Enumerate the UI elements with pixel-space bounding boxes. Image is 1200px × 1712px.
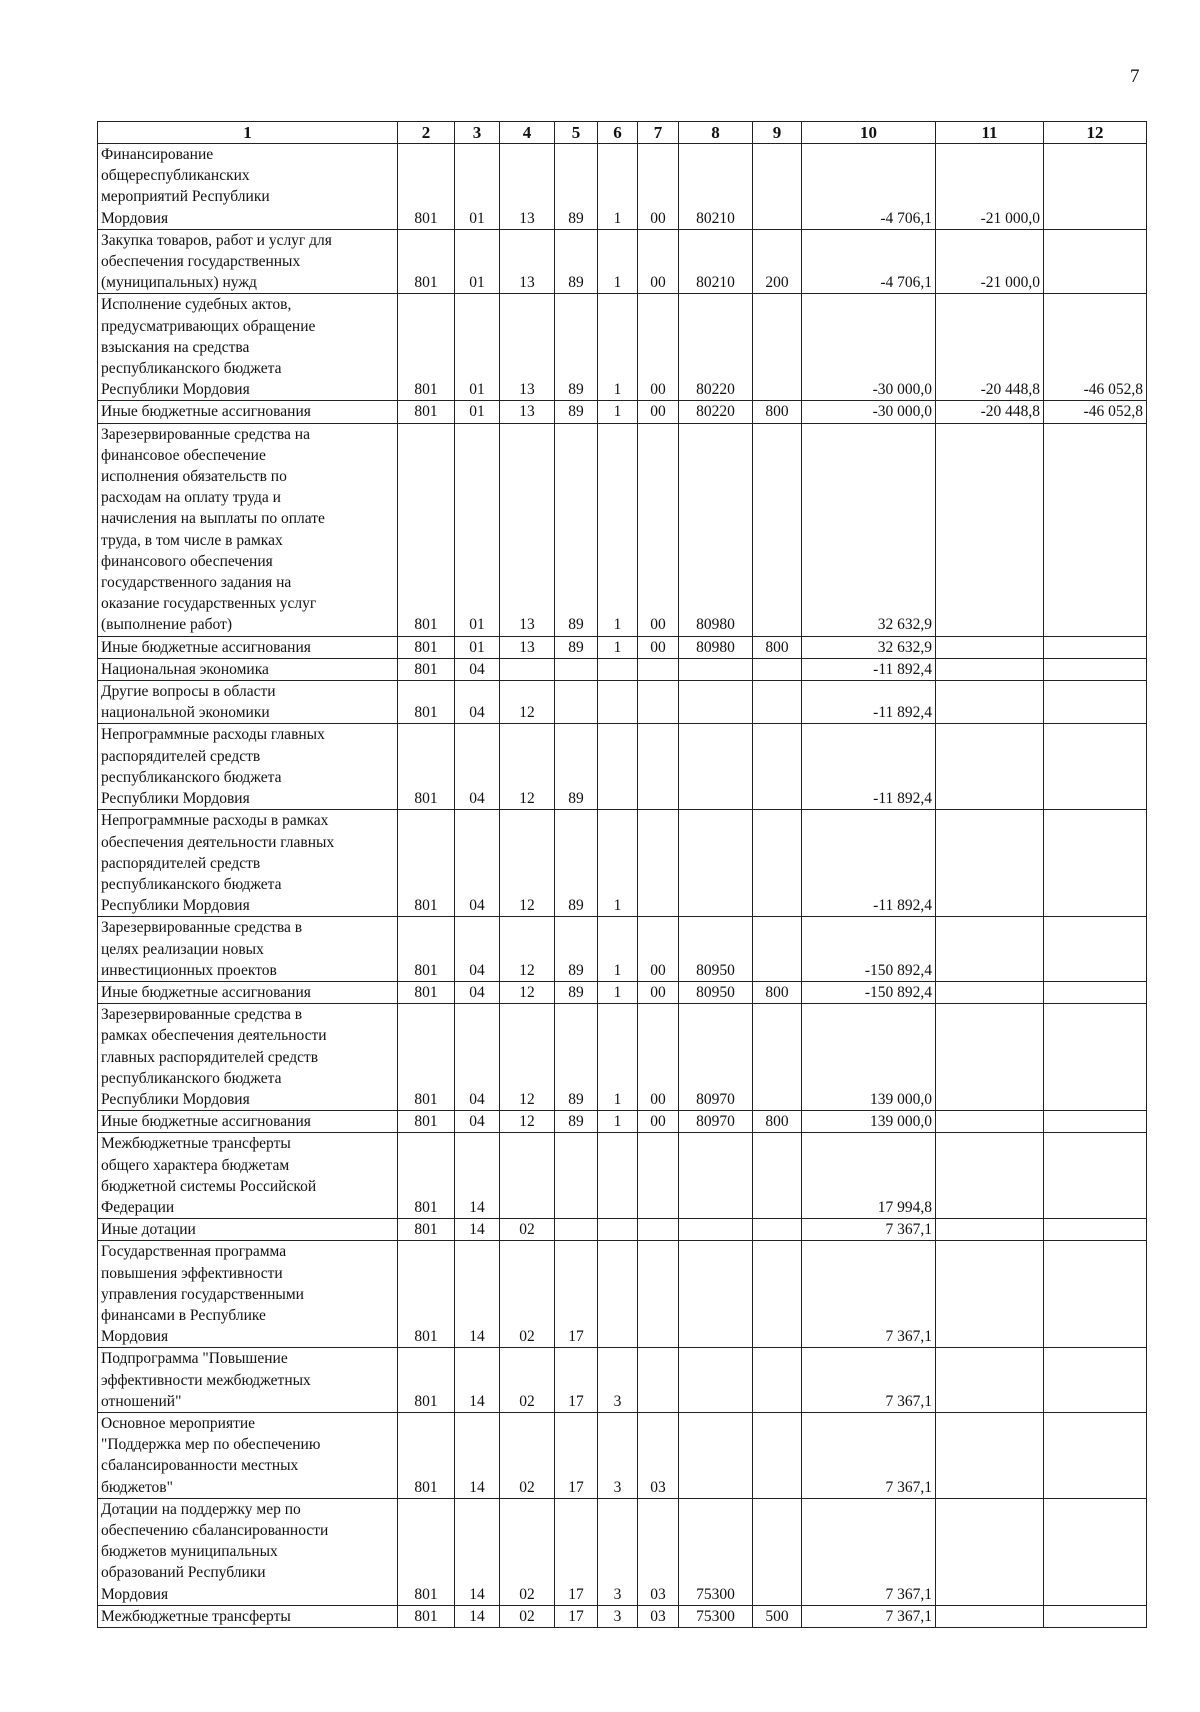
cell-ministry: 801 (398, 1241, 455, 1348)
row-name: Иные бюджетные ассигнования (98, 401, 398, 423)
cell-subprogram (598, 1133, 638, 1219)
cell-ministry: 801 (398, 1498, 455, 1605)
column-header: 6 (598, 122, 638, 144)
cell-amount-2 (936, 724, 1044, 810)
cell-amount-3 (1044, 229, 1147, 294)
cell-event (638, 1241, 679, 1348)
cell-program: 89 (555, 401, 598, 423)
cell-amount-2 (936, 1498, 1044, 1605)
cell-section: 04 (455, 681, 500, 724)
cell-program (555, 1133, 598, 1219)
cell-subsection: 13 (500, 401, 555, 423)
cell-section: 04 (455, 1111, 500, 1133)
cell-ministry: 801 (398, 1133, 455, 1219)
cell-amount-3 (1044, 1004, 1147, 1111)
cell-ministry: 801 (398, 401, 455, 423)
cell-program (555, 1219, 598, 1241)
cell-event: 03 (638, 1412, 679, 1498)
cell-section: 14 (455, 1412, 500, 1498)
cell-ministry: 801 (398, 144, 455, 230)
cell-ministry: 801 (398, 917, 455, 982)
cell-amount-2: -20 448,8 (936, 294, 1044, 401)
cell-program: 17 (555, 1605, 598, 1627)
cell-section: 04 (455, 981, 500, 1003)
table-row (98, 917, 1147, 982)
cell-ministry: 801 (398, 810, 455, 917)
row-name: Иные бюджетные ассигнования (98, 636, 398, 658)
cell-subsection: 02 (500, 1219, 555, 1241)
cell-subprogram: 3 (598, 1605, 638, 1627)
cell-direction: 80210 (679, 229, 753, 294)
cell-amount-2 (936, 1412, 1044, 1498)
table-row (98, 658, 1147, 680)
cell-event: 00 (638, 1111, 679, 1133)
cell-subsection: 12 (500, 724, 555, 810)
cell-amount-2 (936, 1348, 1044, 1413)
cell-event: 00 (638, 981, 679, 1003)
cell-amount-3 (1044, 144, 1147, 230)
cell-direction (679, 681, 753, 724)
cell-program: 89 (555, 144, 598, 230)
cell-direction: 75300 (679, 1498, 753, 1605)
cell-ministry: 801 (398, 636, 455, 658)
cell-expense-type: 800 (753, 401, 802, 423)
table-row (98, 1004, 1147, 1111)
cell-amount: 7 367,1 (802, 1605, 936, 1627)
table-row (98, 144, 1147, 230)
cell-event (638, 681, 679, 724)
cell-section: 14 (455, 1241, 500, 1348)
cell-subsection: 12 (500, 810, 555, 917)
cell-subsection (500, 658, 555, 680)
column-header: 11 (936, 122, 1044, 144)
cell-amount-2: -21 000,0 (936, 144, 1044, 230)
cell-amount-3 (1044, 1412, 1147, 1498)
cell-subprogram: 3 (598, 1498, 638, 1605)
cell-program: 89 (555, 1004, 598, 1111)
cell-amount-2 (936, 917, 1044, 982)
cell-event: 03 (638, 1605, 679, 1627)
column-number-row (98, 122, 1147, 144)
cell-amount: -4 706,1 (802, 229, 936, 294)
cell-program: 89 (555, 229, 598, 294)
cell-direction (679, 1219, 753, 1241)
cell-expense-type (753, 1004, 802, 1111)
cell-program (555, 681, 598, 724)
table-row (98, 423, 1147, 636)
table-row (98, 401, 1147, 423)
row-name: Непрограммные расходы в рамках обеспечения деятельности главных распорядителей средств республиканского бюджета Республики Мордовия (98, 810, 398, 917)
cell-amount-3 (1044, 1241, 1147, 1348)
table-row (98, 724, 1147, 810)
cell-section: 01 (455, 229, 500, 294)
column-header: 3 (455, 122, 500, 144)
cell-expense-type (753, 423, 802, 636)
cell-direction: 80220 (679, 294, 753, 401)
cell-subsection: 13 (500, 294, 555, 401)
cell-subprogram: 1 (598, 401, 638, 423)
cell-subprogram: 1 (598, 1111, 638, 1133)
cell-event (638, 1219, 679, 1241)
cell-event: 00 (638, 401, 679, 423)
cell-amount: -30 000,0 (802, 294, 936, 401)
cell-direction (679, 810, 753, 917)
cell-amount: -11 892,4 (802, 810, 936, 917)
cell-ministry: 801 (398, 658, 455, 680)
row-name: Зарезервированные средства в целях реализации новых инвестиционных проектов (98, 917, 398, 982)
page-number: 7 (1130, 66, 1140, 87)
column-header: 9 (753, 122, 802, 144)
cell-event (638, 1133, 679, 1219)
table-row (98, 1498, 1147, 1605)
cell-event: 00 (638, 229, 679, 294)
cell-amount-3 (1044, 981, 1147, 1003)
cell-ministry: 801 (398, 681, 455, 724)
cell-section: 14 (455, 1133, 500, 1219)
column-header: 12 (1044, 122, 1147, 144)
cell-section: 01 (455, 294, 500, 401)
cell-subprogram (598, 1219, 638, 1241)
cell-amount: 7 367,1 (802, 1412, 936, 1498)
cell-ministry: 801 (398, 1004, 455, 1111)
cell-event: 00 (638, 423, 679, 636)
cell-amount-3: -46 052,8 (1044, 294, 1147, 401)
table-row (98, 1133, 1147, 1219)
cell-subprogram (598, 658, 638, 680)
cell-section: 04 (455, 724, 500, 810)
column-header: 1 (98, 122, 398, 144)
cell-ministry: 801 (398, 1219, 455, 1241)
cell-amount-2: -20 448,8 (936, 401, 1044, 423)
cell-ministry: 801 (398, 1348, 455, 1413)
row-name: Национальная экономика (98, 658, 398, 680)
cell-ministry: 801 (398, 423, 455, 636)
cell-expense-type (753, 1133, 802, 1219)
cell-event (638, 724, 679, 810)
cell-amount: 139 000,0 (802, 1111, 936, 1133)
cell-expense-type (753, 681, 802, 724)
cell-subsection: 13 (500, 229, 555, 294)
row-name: Закупка товаров, работ и услуг для обеспечения государственных (муниципальных) нужд (98, 229, 398, 294)
cell-event: 00 (638, 636, 679, 658)
cell-amount: -30 000,0 (802, 401, 936, 423)
cell-subsection: 12 (500, 1004, 555, 1111)
cell-subprogram: 1 (598, 810, 638, 917)
cell-subprogram (598, 1241, 638, 1348)
cell-subprogram: 1 (598, 1004, 638, 1111)
cell-subsection: 02 (500, 1241, 555, 1348)
cell-ministry: 801 (398, 1412, 455, 1498)
cell-expense-type (753, 810, 802, 917)
cell-amount-3 (1044, 1605, 1147, 1627)
cell-subsection: 13 (500, 144, 555, 230)
cell-amount: 17 994,8 (802, 1133, 936, 1219)
table-row (98, 981, 1147, 1003)
cell-amount-2 (936, 681, 1044, 724)
row-name: Иные дотации (98, 1219, 398, 1241)
cell-section: 14 (455, 1605, 500, 1627)
cell-amount-3 (1044, 917, 1147, 982)
cell-subprogram (598, 724, 638, 810)
cell-event: 03 (638, 1498, 679, 1605)
row-name: Иные бюджетные ассигнования (98, 981, 398, 1003)
cell-ministry: 801 (398, 294, 455, 401)
cell-program: 89 (555, 1111, 598, 1133)
column-header: 2 (398, 122, 455, 144)
cell-section: 01 (455, 423, 500, 636)
cell-amount-2 (936, 1605, 1044, 1627)
table-row (98, 636, 1147, 658)
cell-subprogram: 1 (598, 917, 638, 982)
cell-direction (679, 1133, 753, 1219)
cell-section: 14 (455, 1498, 500, 1605)
cell-subprogram: 1 (598, 144, 638, 230)
cell-direction (679, 658, 753, 680)
cell-section: 04 (455, 658, 500, 680)
cell-direction (679, 1412, 753, 1498)
cell-amount-2 (936, 1004, 1044, 1111)
cell-subsection: 12 (500, 1111, 555, 1133)
cell-amount-2 (936, 1133, 1044, 1219)
cell-ministry: 801 (398, 1605, 455, 1627)
cell-section: 01 (455, 144, 500, 230)
cell-direction: 80950 (679, 981, 753, 1003)
column-header: 10 (802, 122, 936, 144)
cell-amount: 7 367,1 (802, 1498, 936, 1605)
cell-section: 14 (455, 1219, 500, 1241)
table-row (98, 1412, 1147, 1498)
cell-direction: 80970 (679, 1111, 753, 1133)
cell-amount: -4 706,1 (802, 144, 936, 230)
cell-amount: -11 892,4 (802, 658, 936, 680)
cell-subprogram: 1 (598, 423, 638, 636)
cell-direction: 80980 (679, 636, 753, 658)
cell-expense-type (753, 1241, 802, 1348)
cell-ministry: 801 (398, 1111, 455, 1133)
cell-section: 04 (455, 917, 500, 982)
cell-program: 89 (555, 810, 598, 917)
table-row (98, 1348, 1147, 1413)
cell-subsection: 02 (500, 1348, 555, 1413)
cell-amount-2 (936, 981, 1044, 1003)
cell-amount: 7 367,1 (802, 1219, 936, 1241)
cell-expense-type: 200 (753, 229, 802, 294)
cell-event: 00 (638, 1004, 679, 1111)
column-header: 4 (500, 122, 555, 144)
cell-amount-3 (1044, 724, 1147, 810)
cell-expense-type (753, 1498, 802, 1605)
cell-amount-3 (1044, 423, 1147, 636)
cell-subprogram: 3 (598, 1412, 638, 1498)
cell-event (638, 1348, 679, 1413)
cell-ministry: 801 (398, 981, 455, 1003)
row-name: Основное мероприятие "Поддержка мер по обеспечению сбалансированности местных бюджетов" (98, 1412, 398, 1498)
cell-amount: 32 632,9 (802, 423, 936, 636)
cell-subsection: 12 (500, 981, 555, 1003)
cell-amount-3 (1044, 1348, 1147, 1413)
row-name: Зарезервированные средства в рамках обеспечения деятельности главных распорядителей средств республиканского бюджета Республики Мордовия (98, 1004, 398, 1111)
cell-direction (679, 1241, 753, 1348)
cell-expense-type: 500 (753, 1605, 802, 1627)
cell-subsection (500, 1133, 555, 1219)
cell-amount: 7 367,1 (802, 1241, 936, 1348)
cell-direction: 75300 (679, 1605, 753, 1627)
cell-expense-type (753, 658, 802, 680)
cell-amount-3 (1044, 810, 1147, 917)
table-row (98, 1605, 1147, 1627)
cell-subsection: 13 (500, 423, 555, 636)
cell-amount-3 (1044, 1133, 1147, 1219)
cell-program: 17 (555, 1348, 598, 1413)
cell-amount-2 (936, 423, 1044, 636)
cell-program: 89 (555, 423, 598, 636)
cell-expense-type (753, 917, 802, 982)
cell-amount-2 (936, 1219, 1044, 1241)
cell-direction: 80950 (679, 917, 753, 982)
cell-program: 17 (555, 1241, 598, 1348)
column-header: 5 (555, 122, 598, 144)
cell-ministry: 801 (398, 724, 455, 810)
cell-amount-3 (1044, 658, 1147, 680)
row-name: Государственная программа повышения эффективности управления государственными финансами в Республике Мордовия (98, 1241, 398, 1348)
row-name: Непрограммные расходы главных распорядителей средств республиканского бюджета Республики Мордовия (98, 724, 398, 810)
cell-program: 89 (555, 724, 598, 810)
budget-table (97, 121, 1147, 1628)
row-name: Межбюджетные трансферты (98, 1605, 398, 1627)
row-name: Другие вопросы в области национальной экономики (98, 681, 398, 724)
table-row (98, 1111, 1147, 1133)
cell-expense-type (753, 724, 802, 810)
cell-section: 14 (455, 1348, 500, 1413)
cell-program: 89 (555, 636, 598, 658)
cell-subsection: 02 (500, 1412, 555, 1498)
cell-subprogram: 1 (598, 636, 638, 658)
table-row (98, 1241, 1147, 1348)
cell-amount-3 (1044, 681, 1147, 724)
row-name: Подпрограмма "Повышение эффективности межбюджетных отношений" (98, 1348, 398, 1413)
table-row (98, 229, 1147, 294)
cell-ministry: 801 (398, 229, 455, 294)
cell-amount-2: -21 000,0 (936, 229, 1044, 294)
cell-program: 89 (555, 917, 598, 982)
cell-event (638, 810, 679, 917)
cell-amount: -11 892,4 (802, 724, 936, 810)
cell-subsection: 13 (500, 636, 555, 658)
cell-subsection: 02 (500, 1605, 555, 1627)
cell-amount: 7 367,1 (802, 1348, 936, 1413)
cell-amount-2 (936, 1111, 1044, 1133)
cell-expense-type (753, 1348, 802, 1413)
cell-amount-3 (1044, 1219, 1147, 1241)
cell-subprogram: 3 (598, 1348, 638, 1413)
cell-section: 01 (455, 636, 500, 658)
table-row (98, 1219, 1147, 1241)
cell-event: 00 (638, 144, 679, 230)
cell-section: 04 (455, 810, 500, 917)
cell-expense-type (753, 1219, 802, 1241)
cell-expense-type (753, 1412, 802, 1498)
cell-direction: 80210 (679, 144, 753, 230)
row-name: Зарезервированные средства на финансовое обеспечение исполнения обязательств по расходам на оплату труда и начисления на выплаты по оплате труда, в том числе в рамках финансового обеспечения государственного задания на оказание государственных услуг (выполнение работ) (98, 423, 398, 636)
row-name: Исполнение судебных актов, предусматривающих обращение взыскания на средства республиканского бюджета Республики Мордовия (98, 294, 398, 401)
cell-subsection: 02 (500, 1498, 555, 1605)
cell-program: 17 (555, 1498, 598, 1605)
cell-subprogram (598, 681, 638, 724)
cell-program (555, 658, 598, 680)
cell-program: 17 (555, 1412, 598, 1498)
cell-expense-type: 800 (753, 636, 802, 658)
cell-expense-type: 800 (753, 981, 802, 1003)
cell-amount: 32 632,9 (802, 636, 936, 658)
cell-amount-2 (936, 1241, 1044, 1348)
row-name: Межбюджетные трансферты общего характера бюджетам бюджетной системы Российской Федерации (98, 1133, 398, 1219)
cell-expense-type (753, 294, 802, 401)
cell-amount: -150 892,4 (802, 981, 936, 1003)
cell-amount-2 (936, 658, 1044, 680)
cell-event (638, 658, 679, 680)
cell-direction: 80980 (679, 423, 753, 636)
cell-amount: -150 892,4 (802, 917, 936, 982)
cell-amount-3 (1044, 1111, 1147, 1133)
cell-subprogram: 1 (598, 981, 638, 1003)
cell-amount: 139 000,0 (802, 1004, 936, 1111)
cell-event: 00 (638, 294, 679, 401)
cell-subsection: 12 (500, 681, 555, 724)
cell-amount-2 (936, 810, 1044, 917)
row-name: Дотации на поддержку мер по обеспечению сбалансированности бюджетов муниципальных образований Республики Мордовия (98, 1498, 398, 1605)
cell-amount: -11 892,4 (802, 681, 936, 724)
column-header: 7 (638, 122, 679, 144)
table-row (98, 810, 1147, 917)
cell-event: 00 (638, 917, 679, 982)
cell-subprogram: 1 (598, 229, 638, 294)
cell-section: 01 (455, 401, 500, 423)
cell-expense-type: 800 (753, 1111, 802, 1133)
cell-section: 04 (455, 1004, 500, 1111)
cell-program: 89 (555, 294, 598, 401)
cell-amount-3 (1044, 1498, 1147, 1605)
cell-expense-type (753, 144, 802, 230)
cell-amount-2 (936, 636, 1044, 658)
cell-subprogram: 1 (598, 294, 638, 401)
cell-program: 89 (555, 981, 598, 1003)
cell-direction: 80220 (679, 401, 753, 423)
row-name: Финансирование общереспубликанских мероприятий Республики Мордовия (98, 144, 398, 230)
cell-direction: 80970 (679, 1004, 753, 1111)
cell-amount-3 (1044, 636, 1147, 658)
row-name: Иные бюджетные ассигнования (98, 1111, 398, 1133)
column-header: 8 (679, 122, 753, 144)
cell-amount-3: -46 052,8 (1044, 401, 1147, 423)
table-row (98, 294, 1147, 401)
cell-subsection: 12 (500, 917, 555, 982)
table-row (98, 681, 1147, 724)
cell-direction (679, 724, 753, 810)
cell-direction (679, 1348, 753, 1413)
